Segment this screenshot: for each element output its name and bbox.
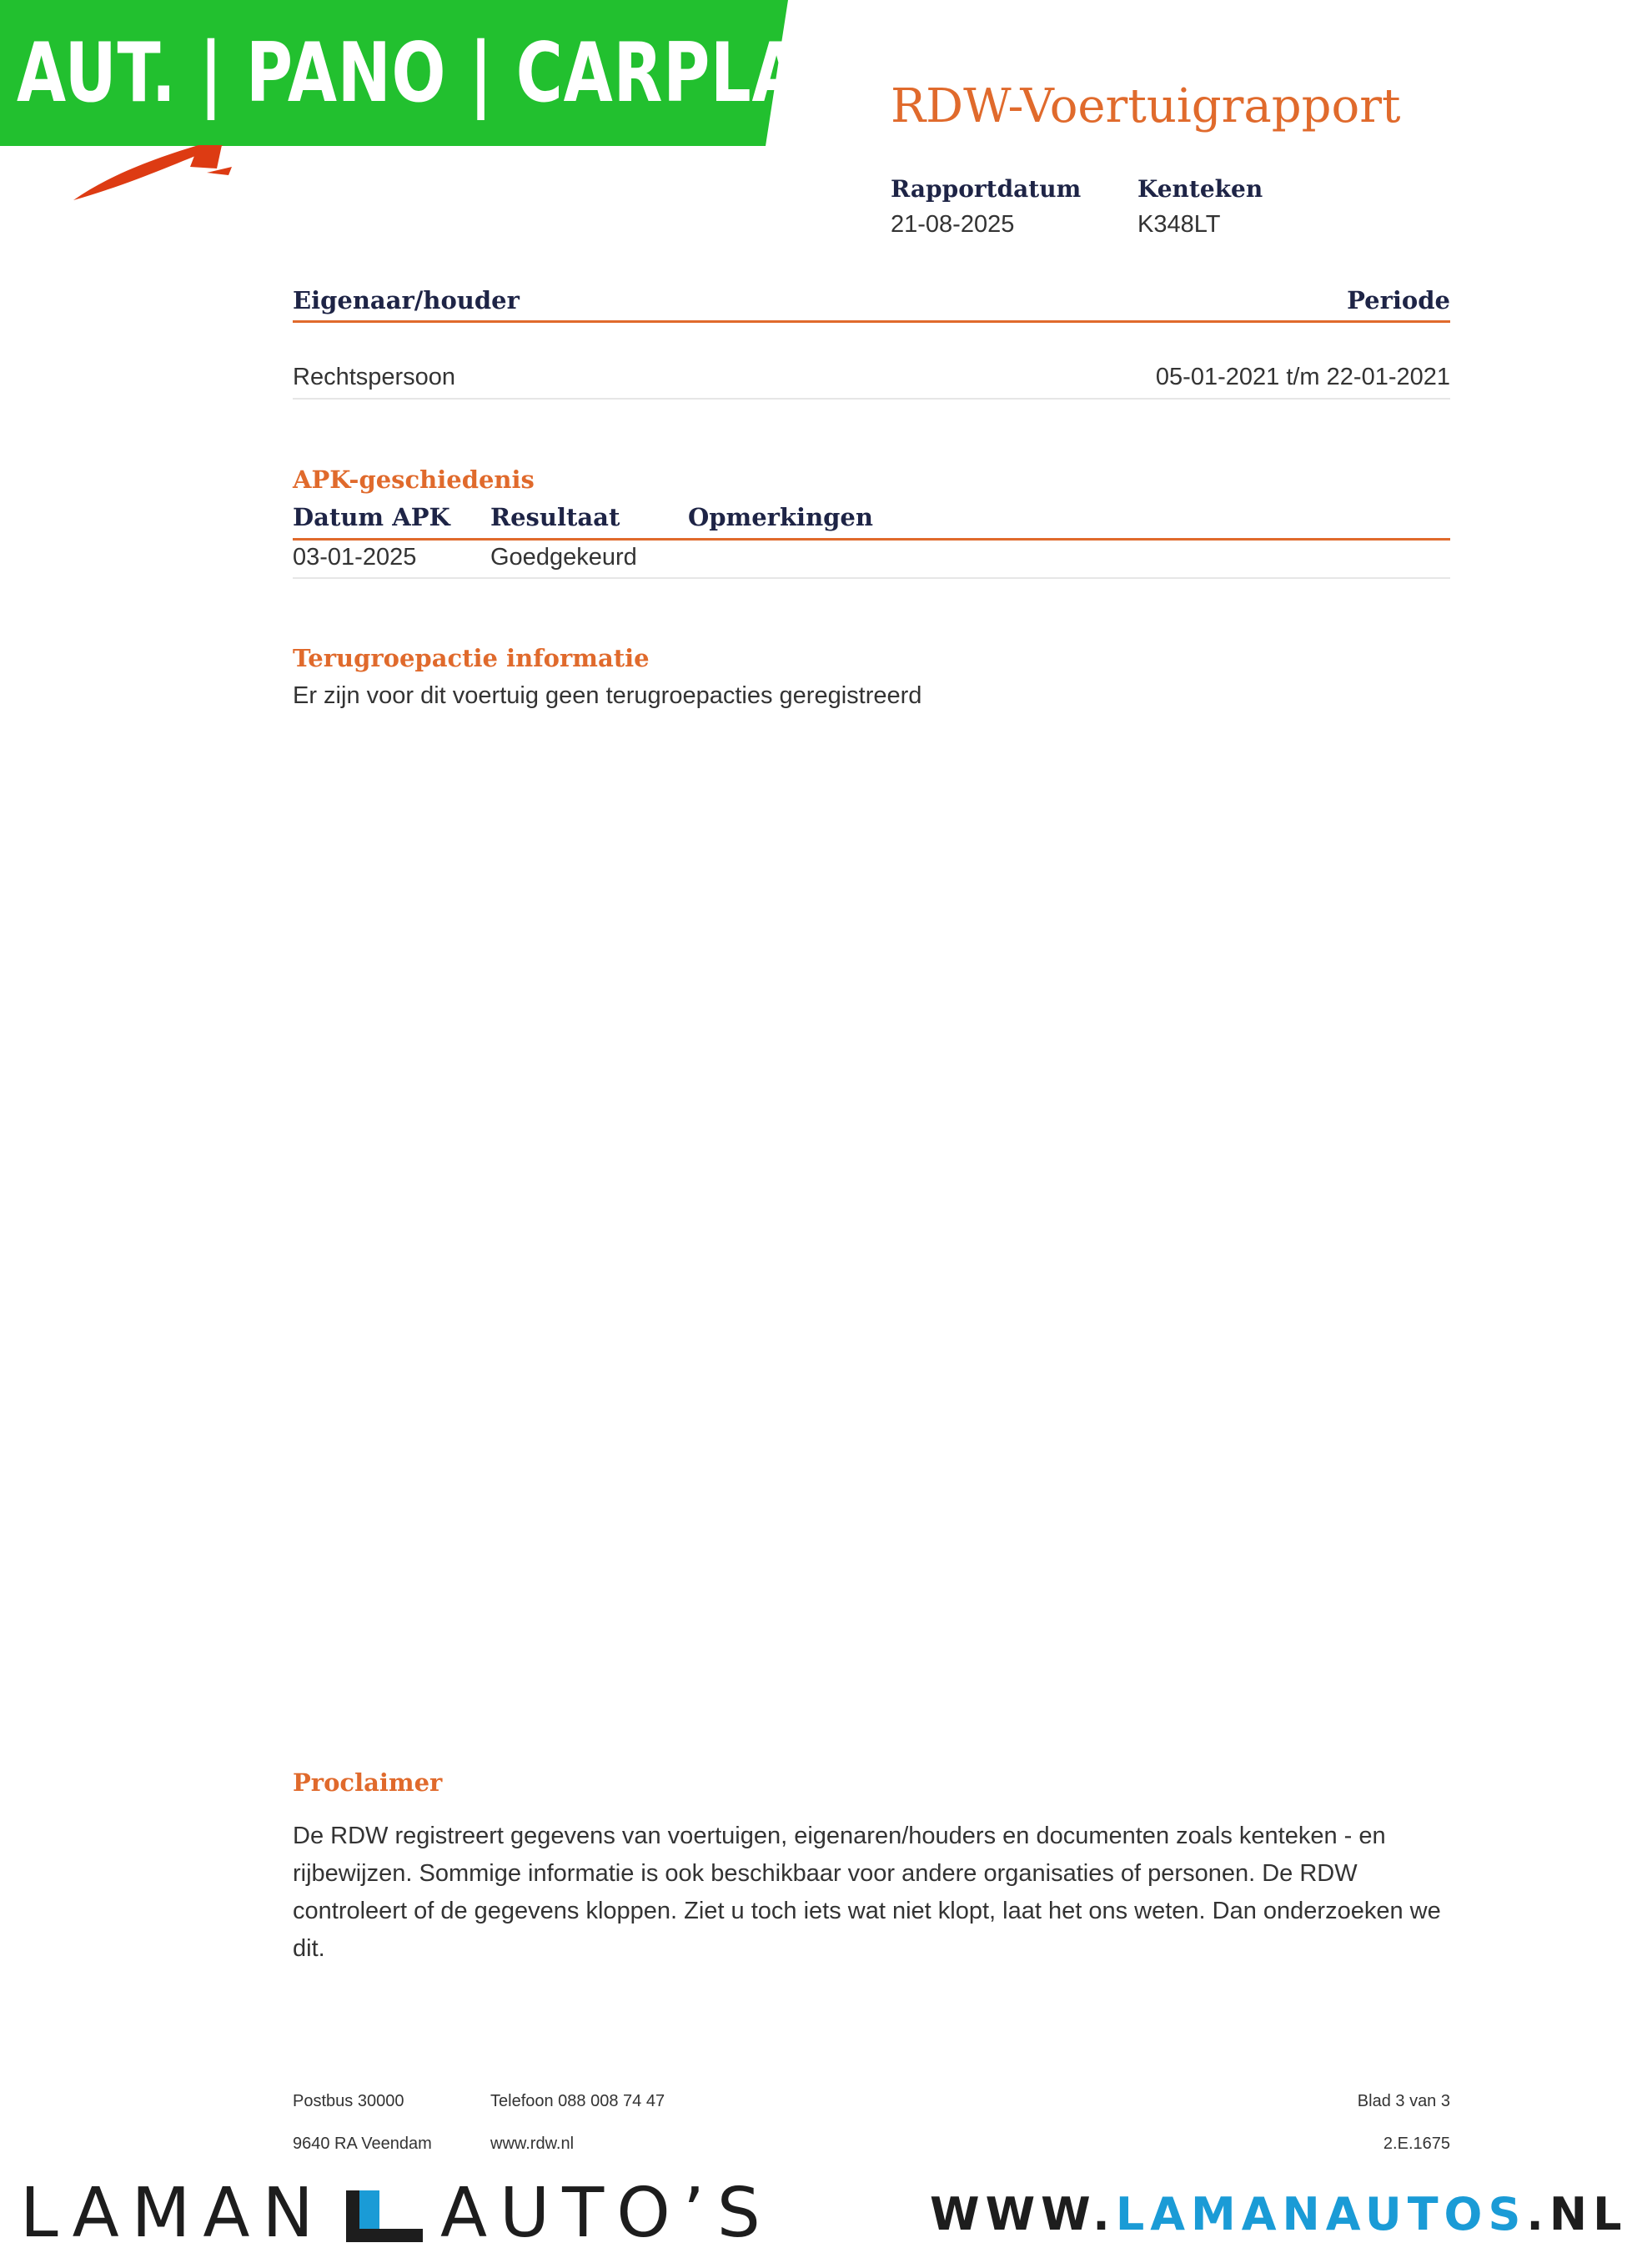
recall-title: Terugroepactie informatie: [293, 644, 650, 672]
apk-header-rule: [293, 538, 1450, 541]
kenteken-value: K348LT: [1137, 211, 1221, 238]
owner-row-divider: [293, 398, 1450, 400]
footer-web-clipped: [490, 2131, 575, 2153]
footer-address: 9640 RA Veendam: [293, 2135, 432, 2153]
website-suffix: .NL: [1526, 2188, 1627, 2240]
website-prefix: WWW.: [930, 2188, 1116, 2240]
rdw-logo-swoosh-icon: [73, 143, 232, 202]
apk-title: APK-geschiedenis: [293, 465, 535, 494]
banner-text: AUT. | PANO | CARPLAY: [17, 26, 843, 121]
footer-telefoon: Telefoon 088 008 74 47: [490, 2092, 665, 2110]
owner-header: Eigenaar/houder: [293, 286, 520, 314]
proclaimer-title: Proclaimer: [293, 1768, 443, 1797]
rapportdatum-value: 21-08-2025: [891, 211, 1015, 238]
rapportdatum-label: Rapportdatum: [891, 175, 1082, 203]
brand-name-left: LAMAN: [20, 2174, 326, 2253]
footer-code: 2.E.1675: [1383, 2135, 1450, 2153]
footer-website: www.rdw.nl: [490, 2135, 575, 2153]
website-main: LAMANAUTOS: [1115, 2188, 1527, 2240]
footer-postbus: Postbus 30000: [293, 2092, 404, 2110]
owner-value: Rechtspersoon: [293, 364, 456, 390]
period-header: Periode: [1347, 286, 1450, 314]
website-url[interactable]: [930, 2188, 1627, 2240]
brand-name-right: AUTO’S: [440, 2174, 773, 2253]
laman-logo-mark-icon: [346, 2190, 423, 2242]
recall-text: Er zijn voor dit voertuig geen terugroepacties geregistreerd: [293, 682, 922, 709]
owner-header-rule: [293, 320, 1450, 323]
period-value: 05-01-2021 t/m 22-01-2021: [1155, 364, 1450, 390]
apk-col-date: Datum APK: [293, 503, 450, 531]
footer-code-clipped: [1383, 2131, 1450, 2153]
promo-banner: [0, 0, 843, 146]
apk-row-result: Goedgekeurd: [490, 544, 637, 571]
apk-col-result: Resultaat: [490, 503, 620, 531]
apk-row-divider: [293, 577, 1450, 579]
apk-col-remarks: Opmerkingen: [688, 503, 873, 531]
proclaimer-text: De RDW registreert gegevens van voertuigen, eigenaren/houders en documenten zoals kenteken - en rijbewijzen. Sommige informatie is ook beschikbaar voor andere organisaties of personen. De RDW controleert of de gegevens kloppen. Ziet u toch iets wat niet klopt, laat het ons weten. Dan onderzoeken we dit.: [293, 1823, 1441, 1962]
kenteken-label: Kenteken: [1137, 175, 1263, 203]
footer-blad: Blad 3 van 3: [1357, 2092, 1450, 2110]
apk-row-date: 03-01-2025: [293, 544, 417, 571]
report-title: RDW-Voertuigrapport: [891, 79, 1401, 133]
footer-address-clipped: [293, 2131, 432, 2153]
